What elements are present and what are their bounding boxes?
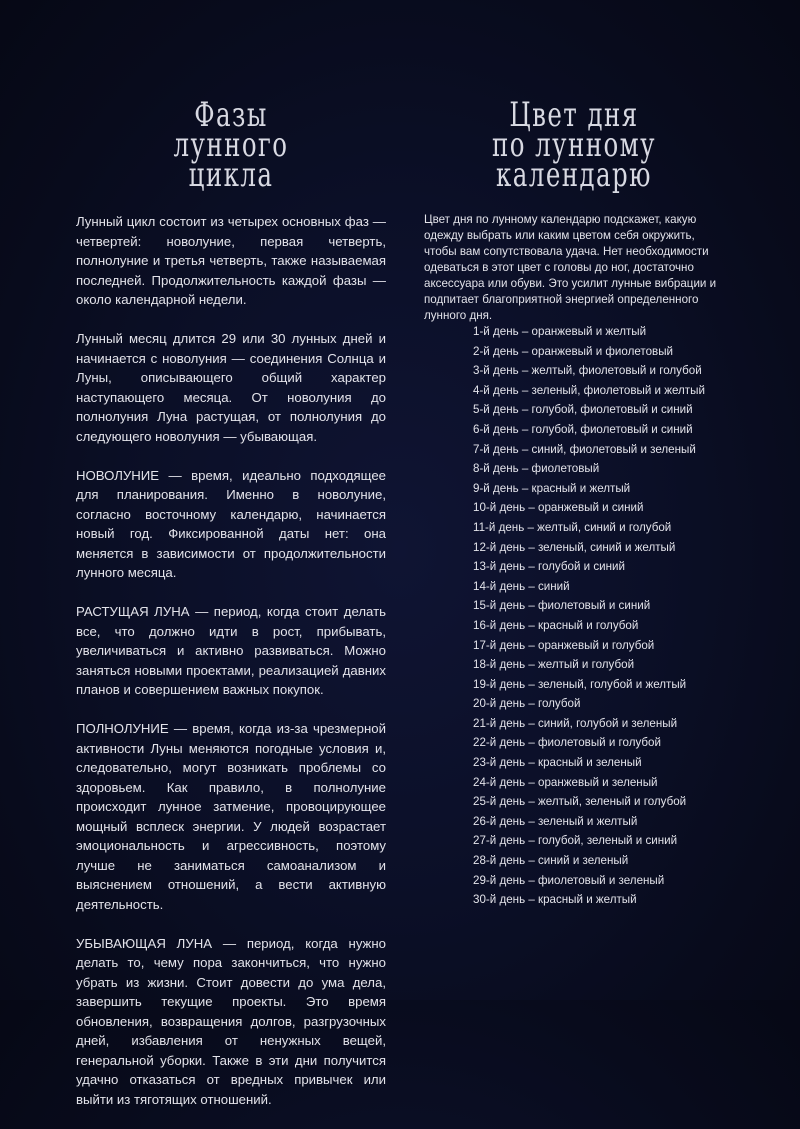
day-color-intro xyxy=(424,212,724,324)
lunar-phases-title-line-2: лунного xyxy=(173,125,289,165)
list-item: 5-й день – голубой, фиолетовый и синий xyxy=(473,403,693,417)
list-item: 20-й день – голубой xyxy=(473,697,581,711)
day-color-list xyxy=(473,322,705,910)
list-item: 23-й день – красный и зеленый xyxy=(473,756,642,770)
list-item: 22-й день – фиолетовый и голубой xyxy=(473,736,661,750)
list-item: 15-й день – фиолетовый и синий xyxy=(473,599,651,613)
day-color-title-line-1: Цвет дня xyxy=(509,95,639,135)
paragraph-waxing-moon: РАСТУЩАЯ ЛУНА — период, когда стоит делать все, что должно идти в рост, прибывать, увеличиваться и активно развиваться. Можно заняться новыми проектами, реализацией давних планов и совершением важных покупок. xyxy=(76,604,386,697)
day-color-title-line-2: по лунному xyxy=(491,125,657,165)
lunar-phases-title xyxy=(119,95,342,195)
paragraph-waning-moon: УБЫВАЮЩАЯ ЛУНА — период, когда нужно делать то, чему пора закончиться, что нужно убрать из жизни. Стоит довести до ума дела, завершить текущие проекты. Это время обновления, возвращения долгов, разгрузочных дней, избавления от ненужных вещей, генеральной уборки. Также в эти дни получится удачно отказаться от вредных привычек или выйти из тяготящих отношений. xyxy=(76,935,386,1107)
paragraph-lunar-month: Лунный месяц длится 29 или 30 лунных дней и начинается с новолуния — соединения Солнца и Луны, описывающего общий характер наступающего месяца. От новолуния до полнолуния Луна растущая, от полнолуния до следующего новолуния — убывающая. xyxy=(76,331,386,444)
list-item: 6-й день – голубой, фиолетовый и синий xyxy=(473,422,693,436)
list-item: 18-й день – желтый и голубой xyxy=(473,658,635,672)
list-item: 13-й день – голубой и синий xyxy=(473,560,625,574)
list-item: 28-й день – синий и зеленый xyxy=(473,854,629,868)
list-item: 26-й день – зеленый и желтый xyxy=(473,814,638,828)
list-item: 9-й день – красный и желтый xyxy=(473,481,631,495)
list-item: 16-й день – красный и голубой xyxy=(473,618,639,632)
list-item: 19-й день – зеленый, голубой и желтый xyxy=(473,677,687,691)
paragraph-new-moon: НОВОЛУНИЕ — время, идеально подходящее для планирования. Именно в новолуние, согласно восточному календарю, начинается новый год. Фиксированной даты нет: она меняется в зависимости от продолжительности лунного месяца. xyxy=(76,467,386,580)
list-item: 17-й день – оранжевый и голубой xyxy=(473,638,655,652)
list-item: 27-й день – голубой, зеленый и синий xyxy=(473,834,678,848)
day-color-intro-text: Цвет дня по лунному календарю подскажет, какую одежду выбрать или каким цветом себя окружить, чтобы вам сопутствовала удача. Нет необходимости одеваться в этот цвет с головы до ног, достаточно аксессуара или обуви. Это усилит лунные вибрации и подпитает благоприятной энергией определенного лунного дня. xyxy=(424,213,717,322)
list-item: 1-й день – оранжевый и желтый xyxy=(473,325,647,338)
list-item: 11-й день – желтый, синий и голубой xyxy=(473,520,672,534)
lunar-phases-column xyxy=(76,0,386,1107)
day-color-column xyxy=(424,0,724,907)
list-item: 3-й день – желтый, фиолетовый и голубой xyxy=(473,364,702,378)
list-item: 7-й день – синий, фиолетовый и зеленый xyxy=(473,442,696,456)
lunar-phases-title-line-3: цикла xyxy=(188,155,274,195)
lunar-phases-title-line-1: Фазы xyxy=(194,95,268,135)
list-item: 30-й день – красный и желтый xyxy=(473,893,637,907)
list-item: 24-й день – оранжевый и зеленый xyxy=(473,775,658,789)
day-color-title xyxy=(466,95,682,195)
list-item: 4-й день – зеленый, фиолетовый и желтый xyxy=(473,383,705,397)
list-item: 12-й день – зеленый, синий и желтый xyxy=(473,540,676,554)
day-color-title-line-3: календарю xyxy=(496,155,652,195)
list-item: 10-й день – оранжевый и синий xyxy=(473,501,644,515)
list-item: 14-й день – синий xyxy=(473,579,570,593)
list-item: 21-й день – синий, голубой и зеленый xyxy=(473,716,678,730)
list-item: 8-й день – фиолетовый xyxy=(473,462,600,476)
paragraph-intro: Лунный цикл состоит из четырех основных фаз — четвертей: новолуние, первая четверть, полнолуние и третья четверть, также называемая последней. Продолжительность каждой фазы — около календарной недели. xyxy=(76,214,386,307)
list-item: 2-й день – оранжевый и фиолетовый xyxy=(473,344,674,358)
lunar-phases-text xyxy=(76,212,386,1129)
list-item: 29-й день – фиолетовый и зеленый xyxy=(473,873,665,887)
paragraph-full-moon: ПОЛНОЛУНИЕ — время, когда из-за чрезмерной активности Луны меняются погодные условия и, следовательно, могут возникать проблемы со здоровьем. Как правило, в полнолуние происходит лунное затмение, провоцирующее мощный всплеск энергии. У людей возрастает эмоциональность и агрессивность, поэтому лучше не заниматься самоанализом и выяснением отношений, а вести активную деятельность. xyxy=(76,721,386,912)
list-item: 25-й день – желтый, зеленый и голубой xyxy=(473,795,687,809)
